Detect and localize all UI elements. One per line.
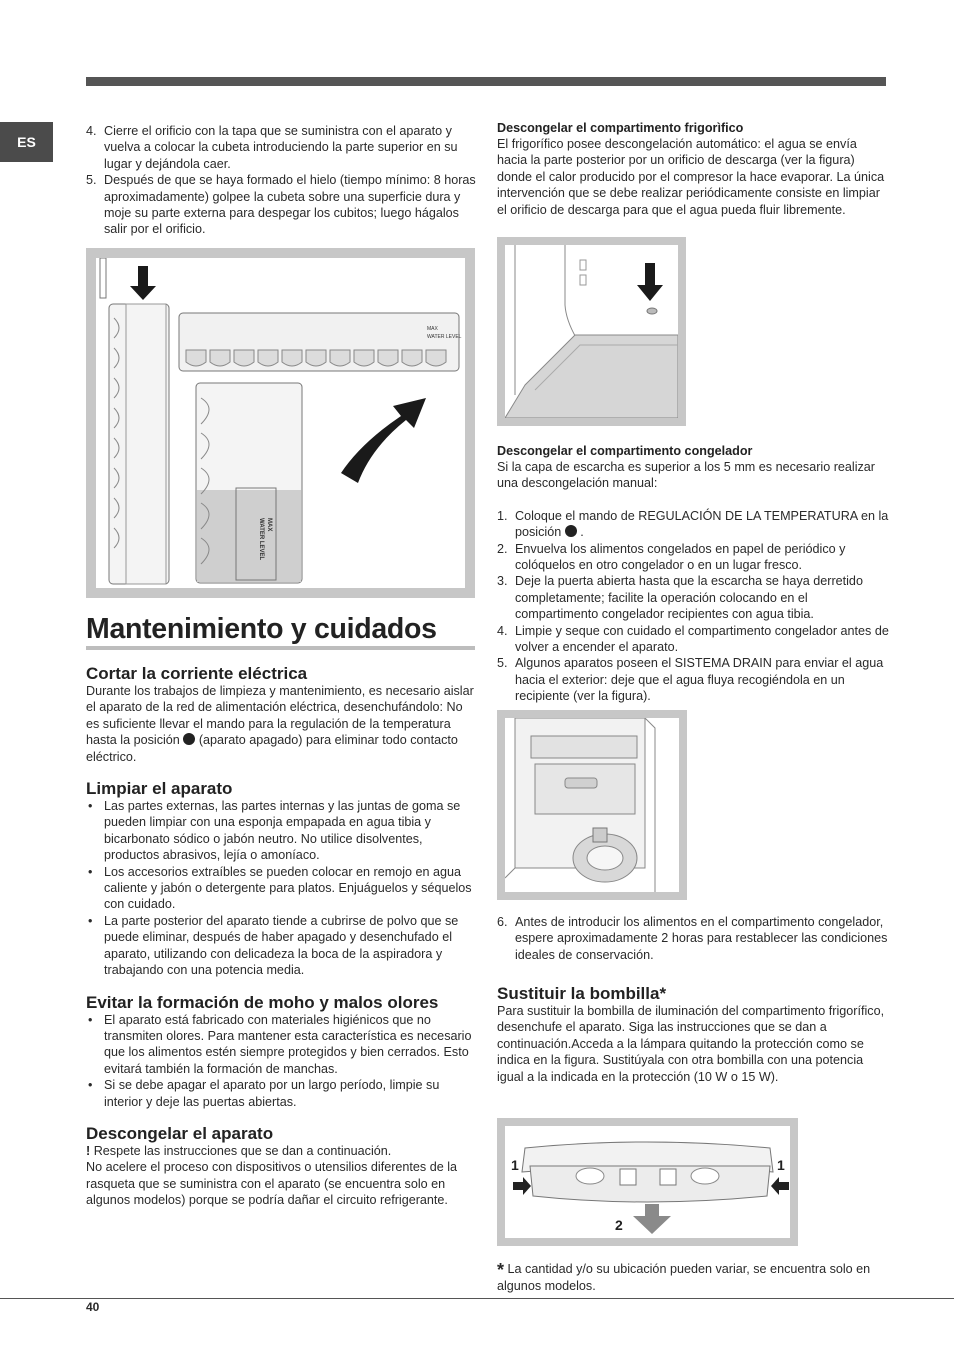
list-item: 2. Envuelva los alimentos congelados en papel de periódico y colóquelos en otro congelador o en un lugar fresco. bbox=[497, 541, 846, 573]
list-item: • La parte posterior del aparato tiende a cubrirse de polvo que se puede eliminar, después de haber apagado y desenchufado el aparato, utilizando con delicadeza la boca de la aspiradora y trabajando con una potencia media. bbox=[86, 913, 478, 979]
footnote-star: * bbox=[497, 1260, 505, 1280]
drain-system-figure bbox=[497, 710, 687, 900]
freezer-steps bbox=[497, 508, 889, 705]
fridge-defrost-section bbox=[497, 120, 889, 218]
defrost-text: No acelere el proceso con dispositivos o utensilios diferentes de la rasqueta que se suministra con el aparato (se encuentra solo en algunos modelos) porque se podría dañar el circuito refrigerante. bbox=[86, 1160, 458, 1208]
fridge-defrost-text: El frigorífico posee descongelación automático: el agua se envía hacia la parte posterior por un orificio de descarga (ver la figura) donde el calor producido por el compresor la hace evaporar. La única intervención que se debe realizar periódicamente consiste en limpiar el orificio de descarga para que el agua pueda fluir libremente. bbox=[497, 137, 885, 217]
right-arrow-icon bbox=[513, 1177, 531, 1195]
list-item: 4. Cierre el orificio con la tapa que se suministra con el aparato y vuelva a colocar la cubeta introduciendo la parte superior en su lugar y dejándola caer. bbox=[86, 124, 458, 171]
mold-list bbox=[86, 1012, 478, 1110]
bulb-figure bbox=[497, 1118, 798, 1246]
maintenance-section bbox=[86, 612, 478, 1209]
curved-arrow-icon bbox=[341, 398, 426, 483]
bulb-illustration bbox=[505, 1126, 790, 1238]
ice-tray-figure bbox=[86, 248, 475, 598]
freezer-defrost-section bbox=[497, 443, 889, 705]
ice-steps bbox=[86, 123, 478, 238]
down-arrow-icon bbox=[637, 263, 663, 301]
list-item: 5. Algunos aparatos poseen el SISTEMA DRAIN para enviar el agua hacia el exterior: deje que el agua fluya recogiéndola en un recipiente (ver la figura). bbox=[497, 656, 884, 704]
list-item: 1. Coloque el mando de REGULACIÓN DE LA TEMPERATURA en la posición . bbox=[497, 508, 889, 540]
bottom-rule bbox=[0, 1298, 954, 1299]
step-label-1-right: 1 bbox=[777, 1157, 785, 1173]
fridge-drain-figure bbox=[497, 237, 686, 426]
page-number: 40 bbox=[86, 1300, 100, 1314]
step-label-2: 2 bbox=[615, 1217, 623, 1233]
fridge-defrost-heading: Descongelar el compartimento frigorìfico bbox=[497, 121, 744, 135]
footnote-text: La cantidad y/o su ubicación pueden variar, se encuentra solo en algunos modelos. bbox=[497, 1262, 871, 1294]
off-position-icon bbox=[183, 733, 195, 745]
section-heading-power: Cortar la corriente eléctrica bbox=[86, 664, 308, 683]
drain-system-illustration bbox=[505, 718, 679, 892]
tray-water-label: WATER LEVEL bbox=[427, 334, 462, 340]
down-arrow-icon bbox=[130, 266, 156, 300]
list-item: 5. Después de que se haya formado el hielo (tiempo mínimo: 8 horas aproximadamente) golpee la cubeta sobre una superficie dura y moje su parte externa para despegar los cubitos; luego hágalos salir por el orificio. bbox=[86, 173, 476, 237]
language-tab: ES bbox=[0, 122, 53, 162]
section-heading-mold: Evitar la formación de moho y malos olores bbox=[86, 992, 439, 1012]
off-position-icon bbox=[565, 525, 577, 537]
section-heading-clean: Limpiar el aparato bbox=[86, 779, 233, 799]
left-arrow-icon bbox=[771, 1177, 789, 1195]
list-item: • El aparato está fabricado con materiales higiénicos que no transmiten olores. Para mantener esta característica es necesario que los alimentos estén siempre protegidos y bien cerrados. Esto evitará también la formación de manchas. bbox=[86, 1012, 478, 1078]
list-item: 3. Deje la puerta abierta hasta que la escarcha se haya derretido completamente; facilite la operación colocando en el compartimento congelador recipientes con agua tibia. bbox=[497, 574, 863, 622]
list-item: 4. Limpie y seque con cuidado el compartimento congelador antes de volver a encender el aparato. bbox=[497, 623, 889, 655]
fridge-drain-illustration bbox=[505, 245, 678, 418]
list-item: • Las partes externas, las partes internas y las juntas de goma se pueden limpiar con una esponja empapada en agua tibia y bicarbonato sódico o jabón neutro. No utilice disolventes, productos abrasivos, lejía o amoníaco. bbox=[86, 798, 478, 864]
clean-list bbox=[86, 798, 478, 978]
list-item: 6. Antes de introducir los alimentos en el compartimento congelador, espere aproximadamente 2 horas para restablecer las condiciones ideales de conservación. bbox=[497, 915, 888, 962]
section-heading-bulb: Sustituir la bombilla* bbox=[497, 984, 667, 1003]
freezer-step-6 bbox=[497, 914, 889, 963]
section-heading-defrost: Descongelar el aparato bbox=[86, 1123, 274, 1143]
freezer-defrost-intro: Si la capa de escarcha es superior a los 5 mm es necesario realizar una descongelación manual: bbox=[497, 460, 875, 491]
svg-text:MAX: MAX bbox=[266, 518, 272, 532]
power-text: Durante los trabajos de limpieza y mantenimiento, es necesario aislar el aparato de la red de alimentación eléctrica, desenchufándolo: No es suficiente llevar el mando para la regulación de la temperatura hasta la posición (aparato apagado) para eliminar todo contacto eléctrico. bbox=[86, 684, 474, 764]
freezer-defrost-heading: Descongelar el compartimento congelador bbox=[497, 444, 753, 458]
footnote bbox=[497, 1261, 889, 1295]
defrost-warning: ! Respete las instrucciones que se dan a continuación. bbox=[86, 1143, 392, 1158]
drain-hole-icon bbox=[647, 308, 657, 314]
top-rule bbox=[86, 77, 886, 86]
left-column-top bbox=[86, 123, 478, 238]
list-item: • Si se debe apagar el aparato por un largo período, limpie su interior y deje las puertas abiertas. bbox=[86, 1077, 478, 1110]
down-arrow-icon bbox=[633, 1204, 671, 1234]
bulb-section bbox=[497, 984, 889, 1085]
ice-tray-illustration bbox=[96, 258, 465, 588]
freezer-steps-cont bbox=[497, 914, 889, 963]
page-title: Mantenimiento y cuidados bbox=[86, 612, 475, 650]
svg-text:WATER LEVEL: WATER LEVEL bbox=[258, 518, 264, 561]
bulb-text: Para sustituir la bombilla de iluminación del compartimento frigorífico, desenchufe el aparato. Siga las instrucciones que se dan a continuación.Acceda a la lámpara quitando la protección como se indica en la figura. Sustitúyala con otra bombilla con una potencia igual a la indicada en la protección (10 W o 15 W). bbox=[497, 1004, 885, 1084]
list-item: • Los accesorios extraíbles se pueden colocar en remojo en agua caliente y jabón o detergente para platos. Enjuáguelos y séquelos con cuidado. bbox=[86, 864, 478, 913]
step-label-1-left: 1 bbox=[511, 1157, 519, 1173]
tray-max-label: MAX bbox=[427, 326, 438, 332]
